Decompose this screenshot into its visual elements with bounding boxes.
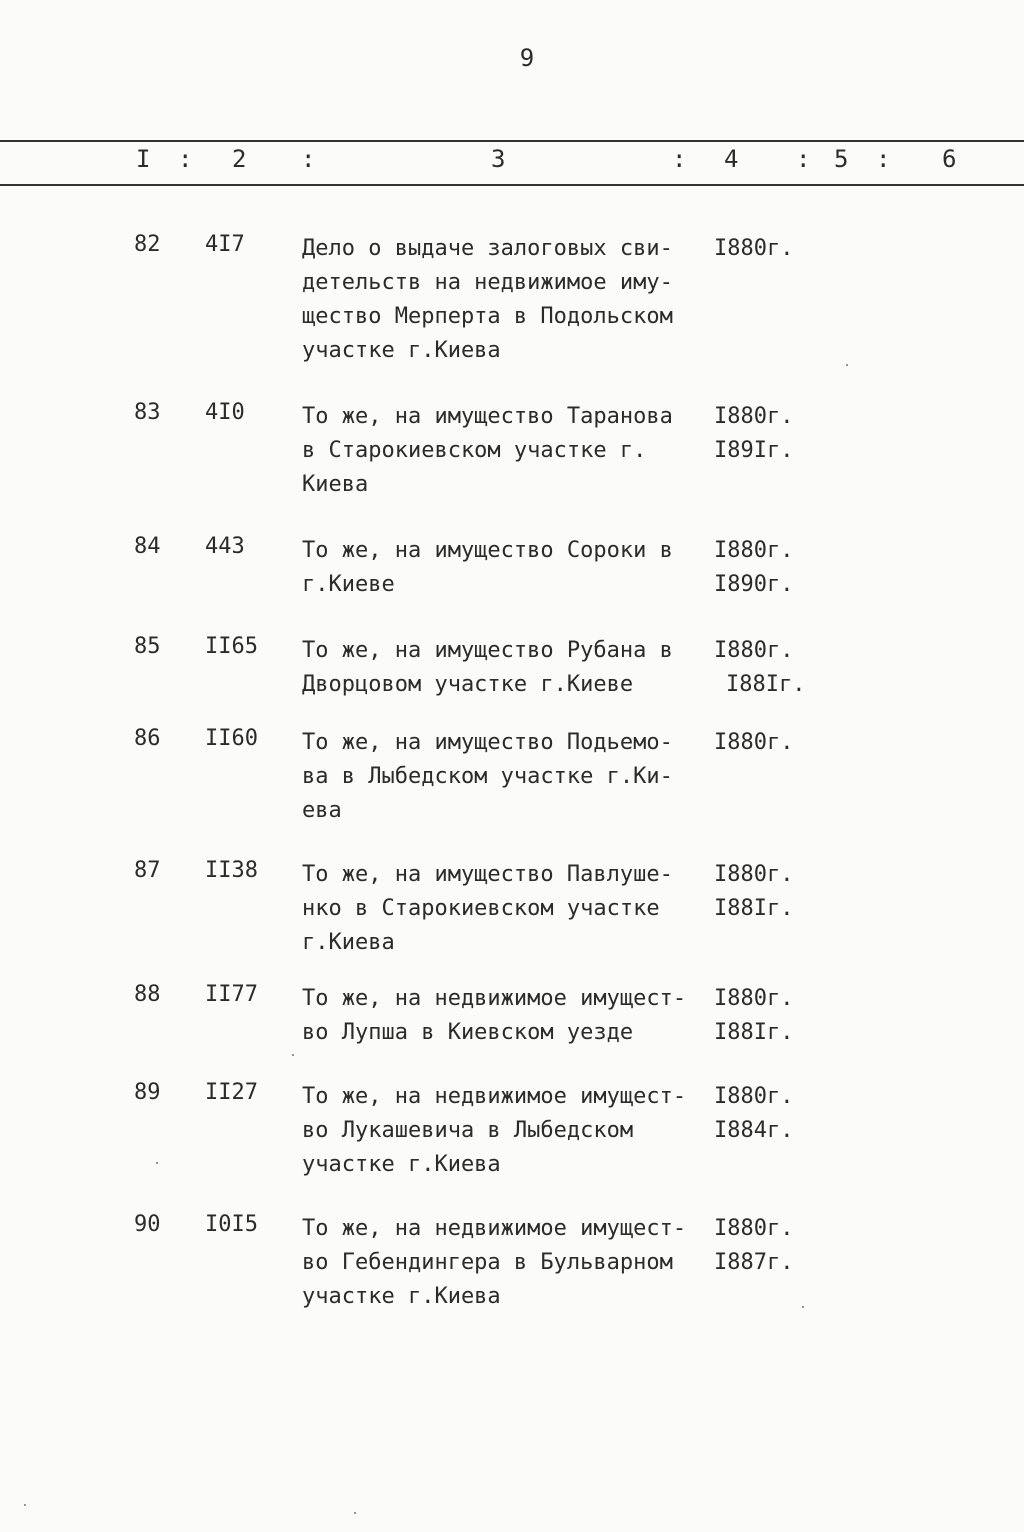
header-col-3: 3 <box>491 145 506 173</box>
case-description <box>302 982 712 1050</box>
description-line: То же, на имущество Рубана в <box>302 638 673 663</box>
case-description <box>302 232 712 368</box>
date-line: I880г. <box>714 1084 794 1109</box>
case-description <box>302 634 712 702</box>
header-rule-top <box>0 140 1024 142</box>
description-line: в Старокиевском участке г. <box>302 438 647 463</box>
date-line: I887г. <box>714 1250 794 1275</box>
date-line: I880г. <box>714 862 794 887</box>
case-number: I0I5 <box>205 1212 258 1237</box>
header-separator: : <box>876 145 891 173</box>
description-line: То же, на недвижимое имущест- <box>302 986 687 1011</box>
description-line: То же, на недвижимое имущест- <box>302 1216 687 1241</box>
date-line: I880г. <box>714 638 794 663</box>
description-line: участке г.Киева <box>302 1284 501 1309</box>
date-line: I890г. <box>714 572 794 597</box>
header-col-6: 6 <box>942 145 957 173</box>
case-description <box>302 726 712 828</box>
date-line: I88Iг. <box>726 672 806 697</box>
description-line: во Лупша в Киевском уезде <box>302 1020 634 1045</box>
case-description <box>302 400 712 502</box>
row-index: 86 <box>134 726 161 751</box>
date-line: I880г. <box>714 404 794 429</box>
header-col-2: 2 <box>232 145 247 173</box>
scan-speck <box>802 1306 804 1308</box>
case-number: II38 <box>205 858 258 883</box>
row-index: 87 <box>134 858 161 883</box>
scan-speck <box>354 1512 356 1514</box>
case-description <box>302 1212 712 1314</box>
case-dates <box>714 982 824 1050</box>
date-line: I88Iг. <box>714 1020 794 1045</box>
date-line: I880г. <box>714 1216 794 1241</box>
scan-speck <box>846 364 848 366</box>
case-description <box>302 858 712 960</box>
description-line: во Гебендингера в Бульварном <box>302 1250 673 1275</box>
description-line: То же, на имущество Сороки в <box>302 538 673 563</box>
date-line: I880г. <box>714 236 794 261</box>
description-line: Киева <box>302 472 369 497</box>
row-index: 85 <box>134 634 161 659</box>
scan-speck <box>292 1054 294 1056</box>
header-col-5: 5 <box>834 145 849 173</box>
case-description <box>302 534 712 602</box>
case-dates <box>714 1080 824 1148</box>
case-number: II77 <box>205 982 258 1007</box>
header-col-4: 4 <box>724 145 739 173</box>
case-dates <box>714 1212 824 1280</box>
case-dates <box>714 400 824 468</box>
row-index: 88 <box>134 982 161 1007</box>
case-number: 443 <box>205 534 245 559</box>
date-line: I89Iг. <box>714 438 794 463</box>
header-rule-bottom <box>0 184 1024 186</box>
page-number: 9 <box>519 44 535 72</box>
case-dates <box>714 534 824 602</box>
header-separator: : <box>178 145 193 173</box>
description-line: То же, на недвижимое имущест- <box>302 1084 687 1109</box>
scan-speck <box>24 1504 26 1506</box>
date-line: I880г. <box>714 986 794 1011</box>
description-line: г.Киева <box>302 930 395 955</box>
date-line: I88Iг. <box>714 896 794 921</box>
case-dates <box>714 726 824 760</box>
description-line: То же, на имущество Подьемо- <box>302 730 673 755</box>
row-index: 90 <box>134 1212 161 1237</box>
row-index: 89 <box>134 1080 161 1105</box>
header-col-1: I <box>136 145 151 173</box>
date-line: I880г. <box>714 730 794 755</box>
description-line: Дворцовом участке г.Киеве <box>302 672 634 697</box>
date-line: I880г. <box>714 538 794 563</box>
scan-speck <box>156 1162 158 1164</box>
case-description <box>302 1080 712 1182</box>
description-line: детельств на недвижимое иму- <box>302 270 673 295</box>
description-line: щество Мерперта в Подольском <box>302 304 673 329</box>
row-index: 83 <box>134 400 161 425</box>
row-index: 84 <box>134 534 161 559</box>
description-line: То же, на имущество Павлуше- <box>302 862 673 887</box>
description-line: ева <box>302 798 342 823</box>
description-line: участке г.Киева <box>302 1152 501 1177</box>
description-line: Дело о выдаче залоговых сви- <box>302 236 673 261</box>
header-separator: : <box>796 145 811 173</box>
description-line: участке г.Киева <box>302 338 501 363</box>
date-line: I884г. <box>714 1118 794 1143</box>
header-separator: : <box>301 145 316 173</box>
case-number: II27 <box>205 1080 258 1105</box>
description-line: То же, на имущество Таранова <box>302 404 673 429</box>
description-line: г.Киеве <box>302 572 395 597</box>
case-number: II60 <box>205 726 258 751</box>
case-dates <box>714 858 824 926</box>
case-number: 4I7 <box>205 232 245 257</box>
description-line: нко в Старокиевском участке <box>302 896 660 921</box>
header-separator: : <box>672 145 687 173</box>
description-line: ва в Лыбедском участке г.Ки- <box>302 764 673 789</box>
case-dates <box>714 634 824 702</box>
row-index: 82 <box>134 232 161 257</box>
case-number: 4I0 <box>205 400 245 425</box>
description-line: во Лукашевича в Лыбедском <box>302 1118 634 1143</box>
case-dates <box>714 232 824 266</box>
case-number: II65 <box>205 634 258 659</box>
